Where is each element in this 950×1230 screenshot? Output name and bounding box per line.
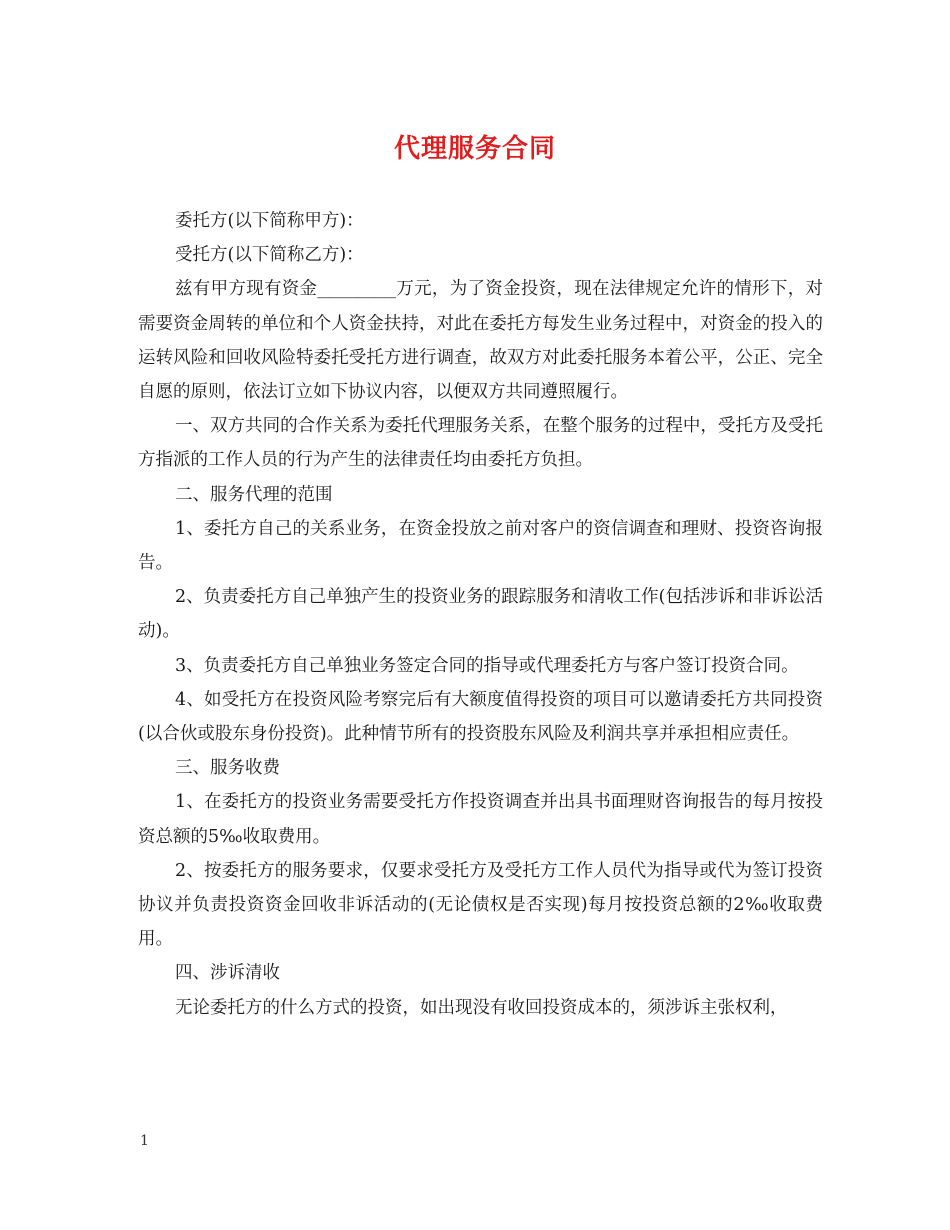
clause-agent-party: 受托方(以下简称乙方)： [175, 245, 364, 266]
clause-preamble: 兹有甲方现有资金_________万元，为了资金投资，现在法律规定允许的情形下，对需要资金周转的单位和个人资金扶持，对此在委托方每发生业务过程中，对资金的投入的运转风险和回收风险特委托受托方进行调查，故双方对此委托服务本着公平，公正、完全自愿的原则，依法订立如下协议内容，以便双方共同遵照履行。 [138, 279, 823, 403]
clause-1-relationship: 一、双方共同的合作关系为委托代理服务关系，在整个服务的过程中，受托方及受托方指派的工作人员的行为产生的法律责任均由委托方负担。 [138, 416, 823, 471]
section-heading-scope: 二、服务代理的范围 [175, 484, 333, 505]
document-body [138, 204, 823, 1025]
section-heading-fees: 三、服务收费 [175, 758, 280, 779]
scope-item-4: 4、如受托方在投资风险考察完后有大额度值得投资的项目可以邀请委托方共同投资(以合伙或股东身份投资)。此种情节所有的投资股东风险及利润共享并承担相应责任。 [138, 689, 823, 745]
scope-item-2: 2、负责委托方自己单独产生的投资业务的跟踪服务和清收工作(包括涉诉和非诉讼活动)。 [138, 587, 823, 642]
document-title: 代理服务合同 [393, 134, 556, 164]
scope-item-3: 3、负责委托方自己单独业务签定合同的指导或代理委托方与客户签订投资合同。 [175, 655, 799, 676]
fee-item-1: 1、在委托方的投资业务需要受托方作投资调查并出具书面理财咨询报告的每月按投资总额的5‰收取费用。 [138, 792, 823, 847]
scope-item-1: 1、委托方自己的关系业务，在资金投放之前对客户的资信调查和理财、投资咨询报告。 [138, 518, 823, 574]
fee-item-2: 2、按委托方的服务要求，仅要求受托方及受托方工作人员代为指导或代为签订投资协议并负责投资资金回收非诉活动的(无论债权是否实现)每月按投资总额的2‰收取费用。 [138, 860, 823, 950]
clause-client-party: 委托方(以下简称甲方)： [175, 211, 364, 231]
page-number: 1 [140, 1133, 149, 1149]
section-heading-litigation: 四、涉诉清收 [175, 963, 280, 984]
litigation-text: 无论委托方的什么方式的投资，如出现没有收回投资成本的，须涉诉主张权利， [175, 997, 788, 1018]
